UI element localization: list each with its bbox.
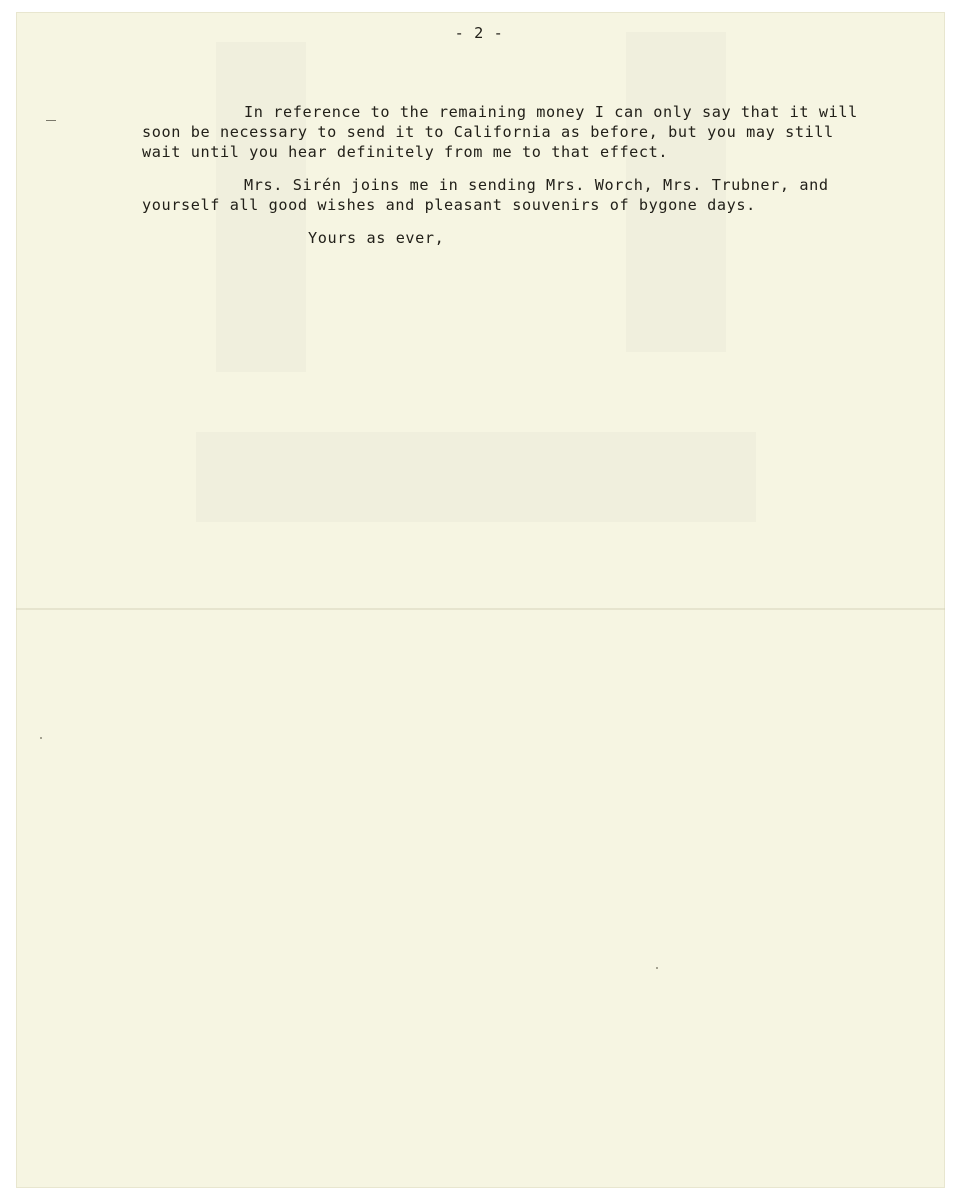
paper-fold-line bbox=[16, 608, 945, 610]
margin-tick-mark bbox=[46, 120, 56, 121]
paragraph-1-line-1: In reference to the remaining money I can only say that it will bbox=[244, 103, 858, 121]
show-through-stain bbox=[196, 432, 756, 522]
paragraph-1-line-2: soon be necessary to send it to California as before, but you may still bbox=[142, 123, 834, 141]
paper-speck bbox=[656, 967, 658, 969]
closing-salutation: Yours as ever, bbox=[308, 229, 445, 247]
letter-page bbox=[16, 12, 945, 1188]
paragraph-1-line-3: wait until you hear definitely from me to that effect. bbox=[142, 143, 669, 161]
paper-speck bbox=[40, 737, 42, 739]
paragraph-2-line-2: yourself all good wishes and pleasant souvenirs of bygone days. bbox=[142, 196, 756, 214]
page-number: - 2 - bbox=[454, 24, 504, 42]
paragraph-2-line-1: Mrs. Sirén joins me in sending Mrs. Worch, Mrs. Trubner, and bbox=[244, 176, 829, 194]
